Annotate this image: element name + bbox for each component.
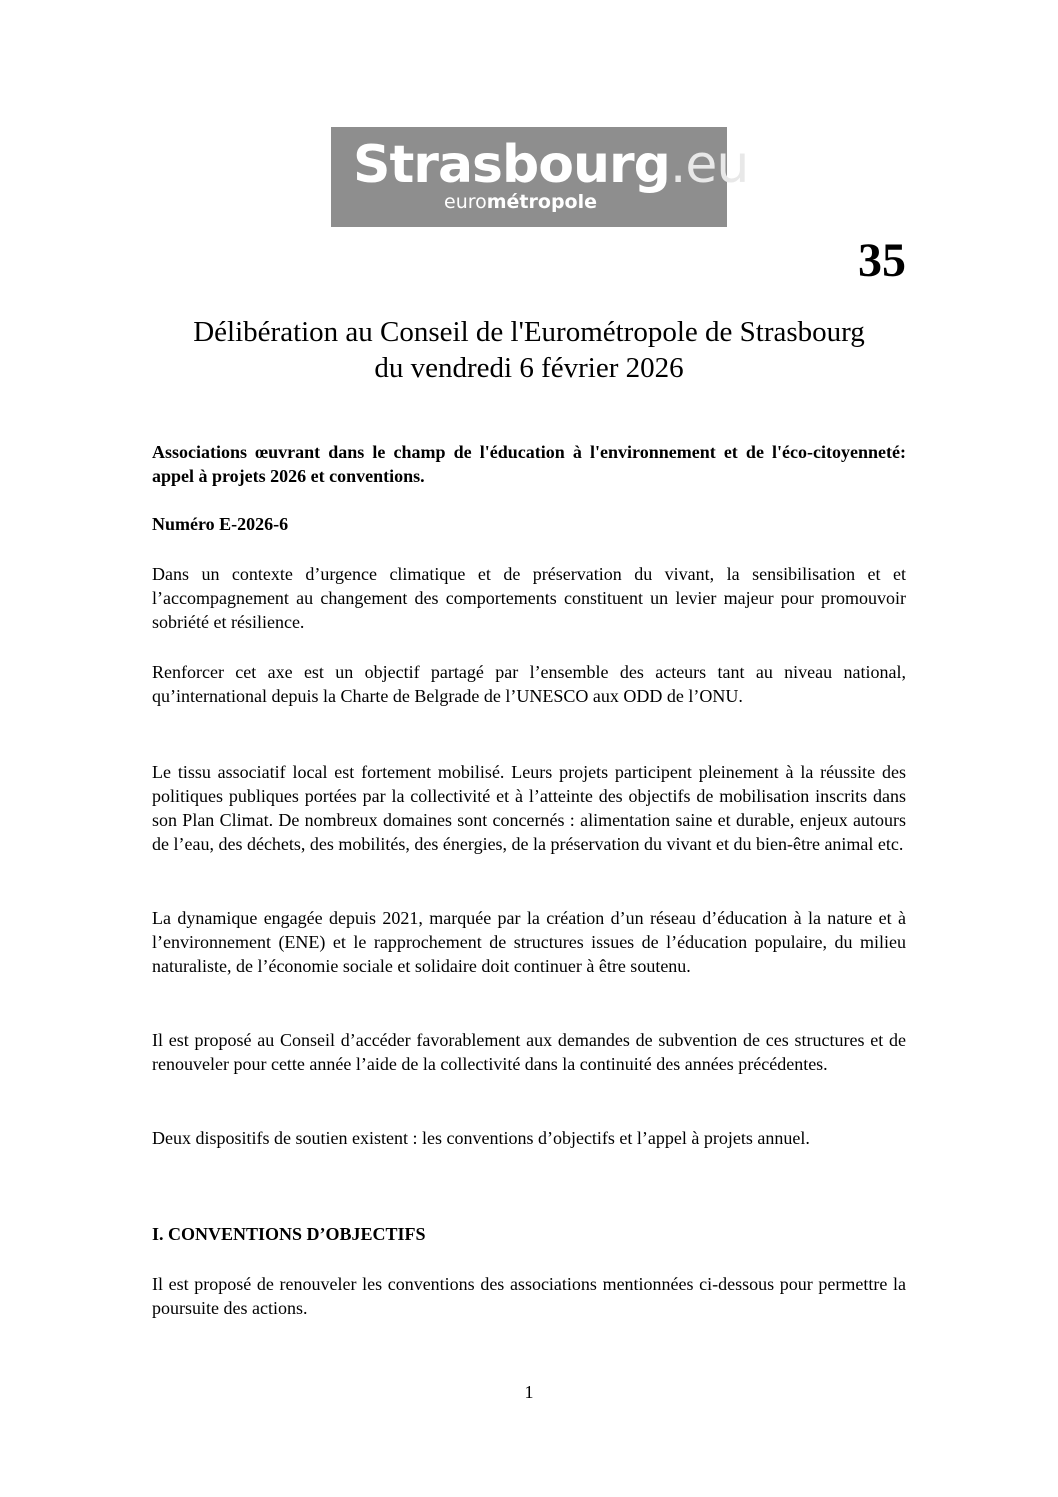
logo-sub-prefix: euro [444, 191, 487, 213]
paragraph-5: Il est proposé au Conseil d’accéder favorablement aux demandes de subvention de ces structures et de renouveler pour cette année l’aide de la collectivité dans la continuité des années précédentes. [152, 1030, 906, 1074]
page-number: 1 [524, 1382, 534, 1402]
logo-suffix-text: .eu [669, 135, 749, 195]
logo-subtitle [444, 191, 597, 213]
section-heading: I. CONVENTIONS D’OBJECTIFS [152, 1224, 426, 1244]
paragraph-6: Deux dispositifs de soutien existent : les conventions d’objectifs et l’appel à projets annuel. [152, 1128, 810, 1148]
title-line-2: du vendredi 6 février 2026 [374, 352, 684, 384]
title-line-1: Délibération au Conseil de l'Eurométropole de Strasbourg [193, 316, 865, 348]
paragraph-1: Dans un contexte d’urgence climatique et de préservation du vivant, la sensibilisation et et l’accompagnement au changement des comportements constituent un levier majeur pour promouvoir sobriété et résilience. [152, 564, 906, 632]
subject-heading: Associations œuvrant dans le champ de l'éducation à l'environnement et de l'éco-citoyenneté: appel à projets 2026 et conventions. [152, 442, 906, 486]
paragraph-4: La dynamique engagée depuis 2021, marquée par la création d’un réseau d’éducation à la nature et à l’environnement (ENE) et le rapprochement de structures issues de l’éducation populaire, du milieu naturaliste, de l’économie sociale et solidaire doit continuer à être soutenu. [152, 908, 906, 976]
deliberation-number: 35 [858, 234, 906, 287]
deliberation-reference: Numéro E-2026-6 [152, 514, 289, 534]
logo-wordmark [353, 135, 748, 195]
logo-main-text: Strasbourg [353, 135, 670, 195]
strasbourg-eu-logo [331, 127, 749, 227]
section-paragraph: Il est proposé de renouveler les conventions des associations mentionnées ci-dessous pour permettre la poursuite des actions. [152, 1274, 906, 1318]
logo-sub-bold: métropole [486, 191, 597, 213]
document-title [120, 314, 938, 386]
paragraph-3: Le tissu associatif local est fortement mobilisé. Leurs projets participent pleinement à la réussite des politiques publiques portées par la collectivité et à l’atteinte des objectifs de mobilisation inscrits dans son Plan Climat. De nombreux domaines sont concernés : alimentation saine et durable, enjeux autours de l’eau, des déchets, des mobilités, des énergies, de la préservation du vivant et du bien-être animal etc. [152, 762, 906, 854]
paragraph-2: Renforcer cet axe est un objectif partagé par l’ensemble des acteurs tant au niveau national, qu’international depuis la Charte de Belgrade de l’UNESCO aux ODD de l’ONU. [152, 662, 906, 706]
